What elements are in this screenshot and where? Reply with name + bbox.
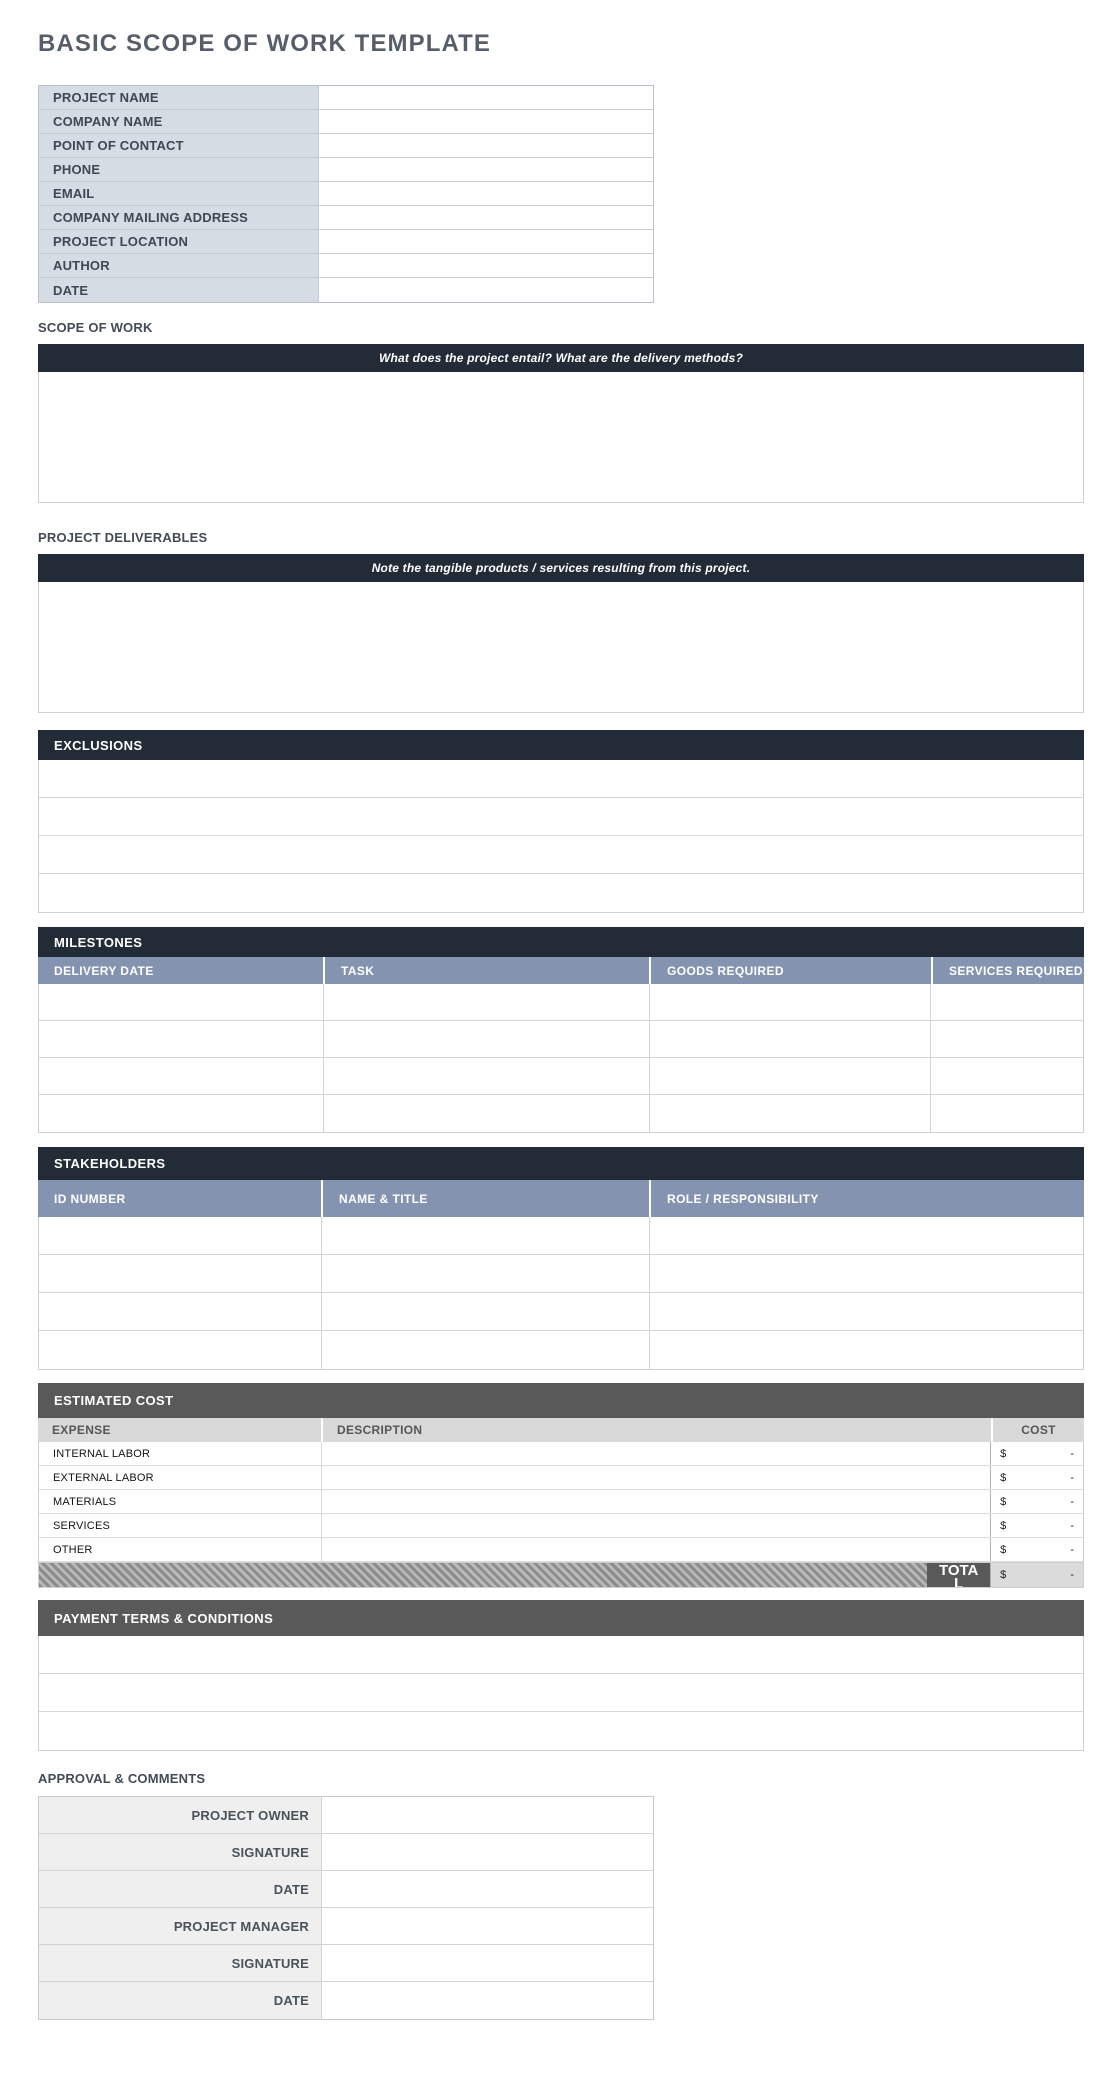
project-info-label: PHONE: [39, 158, 319, 181]
cost-amount: -: [1070, 1519, 1074, 1532]
stakeholder-cell-input[interactable]: [39, 1255, 321, 1292]
cost-cell[interactable]: [990, 1442, 1083, 1465]
column-header-delivery-date: DELIVERY DATE: [54, 963, 154, 978]
milestone-row: [39, 984, 1083, 1021]
exclusions-row-input[interactable]: [39, 760, 1083, 798]
cost-row: [39, 1466, 1083, 1490]
stakeholder-cell-input[interactable]: [321, 1331, 648, 1369]
exclusions-header: EXCLUSIONS: [38, 730, 1084, 760]
manager-date-input[interactable]: [322, 1982, 653, 2019]
stakeholder-row: [39, 1255, 1083, 1293]
stakeholder-cell-input[interactable]: [649, 1217, 1083, 1254]
project-info-row: [39, 254, 653, 278]
column-header-services-required: SERVICES REQUIRED: [931, 957, 1084, 984]
estimated-cost-header: ESTIMATED COST: [38, 1383, 1084, 1418]
exclusions-row-input[interactable]: [39, 836, 1083, 874]
email-input[interactable]: [319, 182, 653, 205]
approval-label: DATE: [39, 1871, 322, 1907]
milestone-cell-input[interactable]: [323, 1095, 648, 1132]
expense-description-input[interactable]: [321, 1514, 990, 1537]
milestone-cell-input[interactable]: [930, 1095, 1083, 1132]
approval-row: [39, 1908, 653, 1945]
stakeholder-cell-input[interactable]: [321, 1293, 648, 1330]
stakeholders-header: STAKEHOLDERS: [38, 1147, 1084, 1180]
milestone-cell-input[interactable]: [39, 1021, 323, 1057]
milestone-cell-input[interactable]: [39, 1095, 323, 1132]
project-info-label: EMAIL: [39, 182, 319, 205]
currency-symbol: $: [1000, 1519, 1007, 1532]
payment-terms-rows: [38, 1636, 1084, 1751]
stakeholder-cell-input[interactable]: [321, 1217, 648, 1254]
payment-terms-panel: [38, 1600, 1084, 1751]
project-info-label: COMPANY NAME: [39, 110, 319, 133]
scope-of-work-input[interactable]: [38, 372, 1084, 503]
project-info-label: POINT OF CONTACT: [39, 134, 319, 157]
estimated-cost-rows: [38, 1442, 1084, 1588]
milestone-cell-input[interactable]: [323, 984, 648, 1020]
project-manager-input[interactable]: [322, 1908, 653, 1944]
stakeholders-column-header: [38, 1180, 1084, 1217]
cost-row: [39, 1490, 1083, 1514]
approval-label: SIGNATURE: [39, 1945, 322, 1981]
exclusions-panel: [38, 730, 1084, 913]
total-label: TOTAL: [927, 1563, 990, 1587]
project-info-label: PROJECT NAME: [39, 86, 319, 109]
stakeholder-cell-input[interactable]: [649, 1255, 1083, 1292]
column-header-expense: EXPENSE: [52, 1423, 111, 1437]
milestone-cell-input[interactable]: [649, 984, 930, 1020]
cost-cell[interactable]: [990, 1538, 1083, 1561]
milestone-row: [39, 1058, 1083, 1095]
milestone-cell-input[interactable]: [930, 984, 1083, 1020]
stakeholders-rows: [38, 1217, 1084, 1370]
approval-row: [39, 1871, 653, 1908]
exclusions-rows: [38, 760, 1084, 913]
project-name-input[interactable]: [319, 86, 653, 109]
column-header-task: TASK: [323, 957, 649, 984]
stakeholders-panel: [38, 1147, 1084, 1370]
stakeholder-row: [39, 1217, 1083, 1255]
cost-amount: -: [1070, 1447, 1074, 1460]
cost-cell[interactable]: [990, 1466, 1083, 1489]
mailing-address-input[interactable]: [319, 206, 653, 229]
project-info-row: [39, 86, 653, 110]
project-info-row: [39, 278, 653, 302]
company-name-input[interactable]: [319, 110, 653, 133]
project-info-row: [39, 110, 653, 134]
date-input[interactable]: [319, 278, 653, 302]
column-header-name-title: NAME & TITLE: [321, 1180, 649, 1217]
expense-description-input[interactable]: [321, 1442, 990, 1465]
approval-table: [38, 1796, 654, 2020]
milestone-cell-input[interactable]: [930, 1021, 1083, 1057]
milestones-column-header: [38, 957, 1084, 984]
scope-of-work-document: [0, 30, 1117, 2020]
approval-row: [39, 1797, 653, 1834]
expense-label: MATERIALS: [53, 1495, 117, 1508]
stakeholder-cell-input[interactable]: [39, 1217, 321, 1254]
project-info-row: [39, 158, 653, 182]
section-label-project-deliverables: PROJECT DELIVERABLES: [38, 530, 208, 545]
cost-amount: -: [1070, 1495, 1074, 1508]
stakeholder-row: [39, 1331, 1083, 1369]
milestone-row: [39, 1095, 1083, 1132]
owner-date-input[interactable]: [322, 1871, 653, 1907]
project-location-input[interactable]: [319, 230, 653, 253]
manager-signature-input[interactable]: [322, 1945, 653, 1981]
column-header-description: DESCRIPTION: [321, 1418, 991, 1442]
expense-label: OTHER: [53, 1543, 93, 1556]
project-info-label: AUTHOR: [39, 254, 319, 277]
milestone-row: [39, 1021, 1083, 1058]
currency-symbol: $: [1000, 1471, 1007, 1484]
cost-cell[interactable]: [990, 1514, 1083, 1537]
page-title: BASIC SCOPE OF WORK TEMPLATE: [38, 30, 492, 57]
milestone-cell-input[interactable]: [930, 1058, 1083, 1094]
project-info-label: DATE: [39, 278, 319, 302]
milestone-cell-input[interactable]: [323, 1058, 648, 1094]
owner-signature-input[interactable]: [322, 1834, 653, 1870]
cost-row: [39, 1514, 1083, 1538]
expense-description-input[interactable]: [321, 1538, 990, 1561]
column-header-cost: COST: [991, 1418, 1084, 1442]
estimated-cost-panel: [38, 1383, 1084, 1588]
milestones-rows: [38, 984, 1084, 1133]
cost-total-row: [39, 1562, 1083, 1587]
exclusions-row-input[interactable]: [39, 798, 1083, 836]
stakeholder-cell-input[interactable]: [649, 1293, 1083, 1330]
milestone-cell-input[interactable]: [39, 984, 323, 1020]
project-deliverables-panel: [38, 554, 1084, 713]
project-info-row: [39, 230, 653, 254]
expense-label: EXTERNAL LABOR: [53, 1471, 154, 1484]
expense-description-input[interactable]: [321, 1490, 990, 1513]
approval-label: PROJECT MANAGER: [39, 1908, 322, 1944]
author-input[interactable]: [319, 254, 653, 277]
approval-row: [39, 1945, 653, 1982]
approval-row: [39, 1834, 653, 1871]
stakeholder-cell-input[interactable]: [321, 1255, 648, 1292]
payment-terms-row-input[interactable]: [39, 1636, 1083, 1674]
currency-symbol: $: [1000, 1447, 1007, 1460]
approval-label: DATE: [39, 1982, 322, 2019]
column-header-id-number: ID NUMBER: [54, 1191, 126, 1206]
phone-input[interactable]: [319, 158, 653, 181]
payment-terms-header: PAYMENT TERMS & CONDITIONS: [38, 1600, 1084, 1636]
cost-row: [39, 1538, 1083, 1562]
project-info-label: COMPANY MAILING ADDRESS: [39, 206, 319, 229]
section-label-approval-comments: APPROVAL & COMMENTS: [38, 1771, 206, 1786]
milestone-cell-input[interactable]: [649, 1095, 930, 1132]
cost-amount: -: [1070, 1471, 1074, 1484]
stakeholder-cell-input[interactable]: [39, 1331, 321, 1369]
milestone-cell-input[interactable]: [649, 1058, 930, 1094]
milestone-cell-input[interactable]: [323, 1021, 648, 1057]
column-header-goods-required: GOODS REQUIRED: [649, 957, 931, 984]
project-info-row: [39, 134, 653, 158]
project-info-table: [38, 85, 654, 303]
project-info-row: [39, 182, 653, 206]
total-cost-cell: [990, 1563, 1083, 1587]
estimated-cost-column-header: [38, 1418, 1084, 1442]
project-deliverables-input[interactable]: [38, 582, 1084, 713]
approval-label: SIGNATURE: [39, 1834, 322, 1870]
project-deliverables-prompt: Note the tangible products / services resulting from this project.: [38, 554, 1084, 582]
column-header-role-responsibility: ROLE / RESPONSIBILITY: [649, 1180, 1084, 1217]
milestones-header: MILESTONES: [38, 927, 1084, 957]
payment-terms-row-input[interactable]: [39, 1674, 1083, 1712]
cost-amount: -: [1070, 1569, 1074, 1581]
expense-label: SERVICES: [53, 1519, 111, 1532]
point-of-contact-input[interactable]: [319, 134, 653, 157]
stakeholder-cell-input[interactable]: [649, 1331, 1083, 1369]
scope-of-work-panel: [38, 344, 1084, 503]
project-owner-input[interactable]: [322, 1797, 653, 1833]
total-hatch-fill: [39, 1563, 927, 1587]
currency-symbol: $: [1000, 1569, 1007, 1581]
stakeholder-row: [39, 1293, 1083, 1331]
approval-row: [39, 1982, 653, 2019]
approval-label: PROJECT OWNER: [39, 1797, 322, 1833]
currency-symbol: $: [1000, 1543, 1007, 1556]
milestones-panel: [38, 927, 1084, 1133]
exclusions-row-input[interactable]: [39, 874, 1083, 912]
section-label-scope-of-work: SCOPE OF WORK: [38, 320, 153, 335]
cost-row: [39, 1442, 1083, 1466]
project-info-row: [39, 206, 653, 230]
cost-amount: -: [1070, 1543, 1074, 1556]
milestone-cell-input[interactable]: [39, 1058, 323, 1094]
stakeholder-cell-input[interactable]: [39, 1293, 321, 1330]
scope-of-work-prompt: What does the project entail? What are the delivery methods?: [38, 344, 1084, 372]
cost-cell[interactable]: [990, 1490, 1083, 1513]
expense-description-input[interactable]: [321, 1466, 990, 1489]
milestone-cell-input[interactable]: [649, 1021, 930, 1057]
project-info-label: PROJECT LOCATION: [39, 230, 319, 253]
payment-terms-row-input[interactable]: [39, 1712, 1083, 1750]
currency-symbol: $: [1000, 1495, 1007, 1508]
expense-label: INTERNAL LABOR: [53, 1447, 151, 1460]
